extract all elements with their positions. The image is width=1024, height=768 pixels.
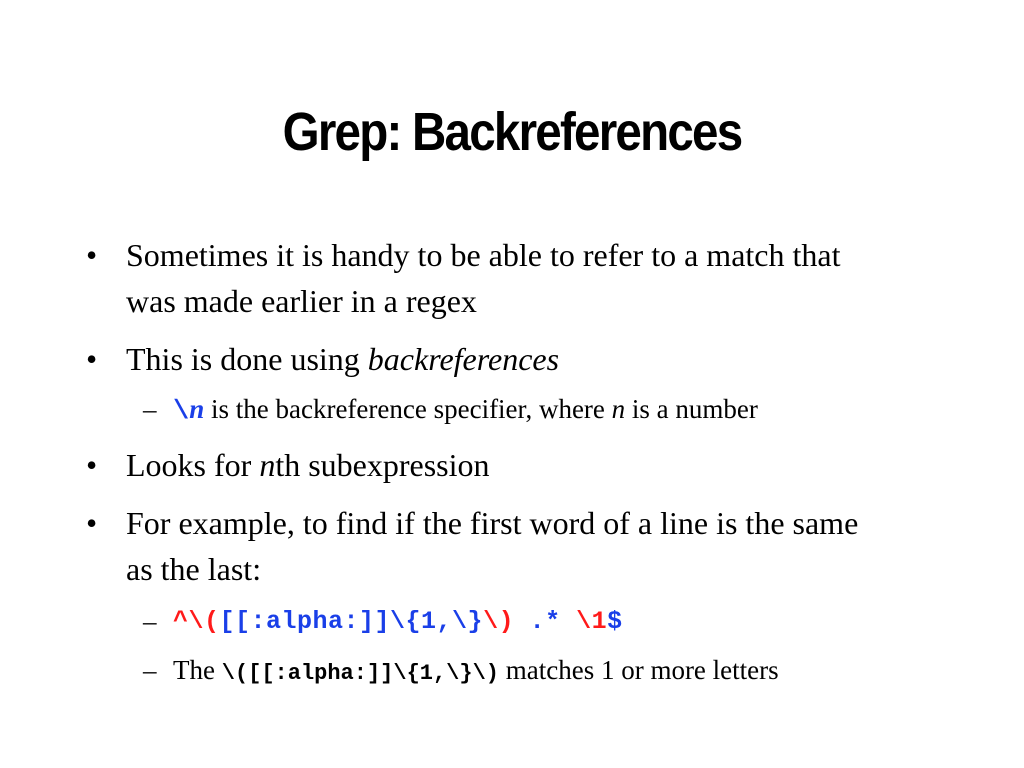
bullet-marker: • xyxy=(86,237,98,273)
bullet-text xyxy=(126,442,886,488)
bullet-text: Sometimes it is handy to be able to refer to a match that was made earlier in a regex xyxy=(126,237,841,319)
bullet-text-plain: This is done using xyxy=(126,341,368,377)
regex-segment-close-group: \) xyxy=(483,607,515,636)
bullet-item-3 xyxy=(86,442,886,488)
bullet-text-plain: Looks for xyxy=(126,447,260,483)
code-backslash: \ xyxy=(173,397,190,427)
bullet-text-italic-n: n xyxy=(259,447,276,483)
sub-text-before: The xyxy=(173,655,222,685)
slide-title: Grep: Backreferences xyxy=(282,102,742,162)
sub-bullet-item-4-1 xyxy=(143,601,923,642)
sub-bullet-text xyxy=(173,389,923,432)
regex-segment-open-group: ^\( xyxy=(173,607,220,636)
code-n: n xyxy=(189,394,205,424)
bullet-text-after: th subexpression xyxy=(275,447,490,483)
sub-bullet-marker: – xyxy=(143,394,157,424)
sub-bullet-item-2-1 xyxy=(143,389,923,432)
regex-segment-wildcard: .* xyxy=(514,607,577,636)
bullet-text: For example, to find if the first word of a line is the same as the last: xyxy=(126,505,859,587)
sub-bullet-marker: – xyxy=(143,606,157,636)
sub-text-end: is a number xyxy=(625,394,758,424)
bullet-text xyxy=(126,336,886,382)
bullet-marker: • xyxy=(86,447,98,483)
inline-code: \([[:alpha:]]\{1,\}\) xyxy=(221,661,499,686)
bullet-item-4 xyxy=(86,500,886,592)
bullet-item-1 xyxy=(86,232,886,324)
regex-code xyxy=(173,601,923,642)
sub-bullet-item-4-2 xyxy=(143,650,863,694)
sub-bullet-marker: – xyxy=(143,655,157,685)
regex-segment-end-anchor: $ xyxy=(607,607,623,636)
bullet-text-italic: backreferences xyxy=(367,341,560,377)
sub-text-after: matches 1 or more letters xyxy=(498,655,779,685)
sub-text-italic-n: n xyxy=(611,394,626,424)
bullet-marker: • xyxy=(86,505,98,541)
regex-segment-alpha-class: [[:alpha:]]\{1,\} xyxy=(219,607,484,636)
sub-text-mid: is the backreference specifier, where xyxy=(204,394,612,424)
sub-bullet-text xyxy=(173,650,863,694)
bullet-item-2 xyxy=(86,336,886,382)
regex-segment-backref: \1 xyxy=(576,607,608,636)
bullet-marker: • xyxy=(86,341,98,377)
